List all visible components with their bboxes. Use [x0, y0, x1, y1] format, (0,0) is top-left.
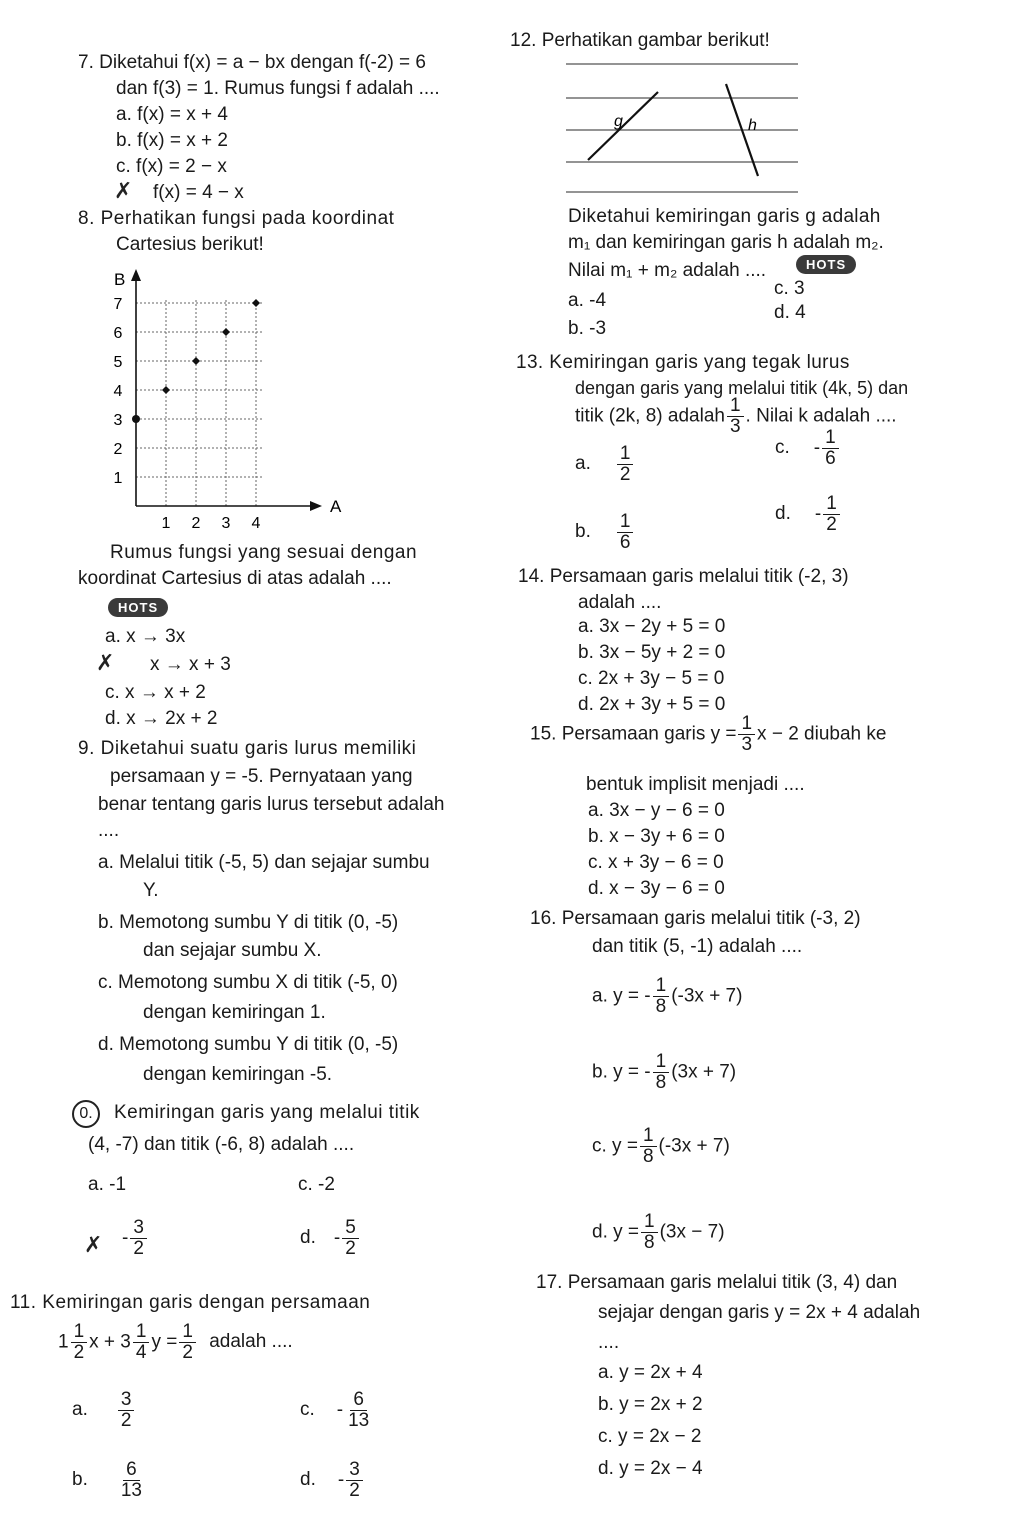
q13-option-a: a. $\frac{1}{2}$	[575, 444, 635, 485]
q11-option-d: d. - $\frac{3}{2}$	[300, 1460, 365, 1501]
x-tick-label: 4	[251, 515, 261, 532]
q12-text-line2: m₁ dan kemiringan garis h adalah m₂.	[568, 232, 884, 253]
q15-option-c: c. x + 3y − 6 = 0	[588, 852, 724, 873]
q8-option-b: x → x + 3	[150, 654, 231, 675]
q11-option-b: b. $\frac{6}{13}$	[72, 1459, 142, 1501]
check-mark-icon: ✗	[114, 178, 133, 203]
q9-option-a-line1: a. Melalui titik (-5, 5) dan sejajar sumbu	[98, 852, 430, 873]
q9-stem-line1: 9. Diketahui suatu garis lurus memiliki	[78, 738, 417, 759]
q13-stem-line1: 13. Kemiringan garis yang tegak lurus	[516, 352, 850, 373]
q12-text-line1: Diketahui kemiringan garis g adalah	[568, 206, 881, 227]
q12-grid-figure	[566, 56, 806, 196]
q8-tail-line1: Rumus fungsi yang sesuai dengan	[110, 542, 418, 563]
q9-stem-line3: benar tentang garis lurus tersebut adalah	[98, 794, 445, 815]
q13-option-c: c. - $\frac{1}{6}$	[775, 428, 841, 469]
q17-stem-line2: sejajar dengan garis y = 2x + 4 adalah	[598, 1302, 921, 1323]
q13-stem-line3: titik (2k, 8) adalah $\frac{1}{3}$ . Nilai k adalah ....	[575, 395, 897, 437]
q17-option-c: c. y = 2x − 2	[598, 1426, 702, 1447]
x-tick-label: 3	[221, 515, 231, 532]
q15-option-a: a. 3x − y − 6 = 0	[588, 800, 725, 821]
q7-option-c: c. f(x) = 2 − x	[116, 156, 227, 177]
q10-option-a: a. -1	[88, 1174, 127, 1195]
q8-tail-line2: koordinat Cartesius di atas adalah ....	[78, 568, 392, 589]
q10-option-d: d. - $\frac{5}{2}$	[300, 1218, 361, 1259]
q12-text-line3: Nilai m₁ + m₂ adalah ....	[568, 260, 767, 281]
data-point	[192, 357, 200, 365]
q17-option-a: a. y = 2x + 4	[598, 1362, 703, 1383]
q11-equation: 1 $\frac{1}{2}$ x + 3 $\frac{1}{4}$ y = $\frac{1}{2}$ adalah ....	[58, 1321, 293, 1363]
line-g	[588, 92, 658, 160]
q14-stem-line1: 14. Persamaan garis melalui titik (-2, 3)	[518, 566, 849, 587]
y-tick-label: 3	[113, 412, 123, 429]
line-g-label: g	[614, 113, 623, 130]
q15-stem-line2: bentuk implisit menjadi ....	[586, 774, 805, 795]
q16-option-c: c. y = $\frac{1}{8}$ (-3x + 7)	[592, 1125, 730, 1167]
q8-stem-line1: 8. Perhatikan fungsi pada koordinat	[78, 208, 395, 229]
q9-stem-line2: persamaan y = -5. Pernyataan yang	[110, 766, 413, 787]
y-axis-label: B	[114, 270, 126, 289]
q15-option-b: b. x − 3y + 6 = 0	[588, 826, 725, 847]
data-point	[162, 386, 170, 394]
q9-option-c-line2: dengan kemiringan 1.	[143, 1002, 326, 1023]
x-tick-label: 2	[191, 515, 201, 532]
q10-number: 0.	[72, 1100, 100, 1128]
q17-stem-line3: ....	[598, 1332, 620, 1353]
q12-option-b: b. -3	[568, 318, 607, 339]
check-mark-icon: ✗	[96, 650, 115, 675]
hots-badge: HOTS	[108, 598, 168, 617]
q10-option-b: - $\frac{3}{2}$	[122, 1218, 149, 1259]
q8-option-d: d. x → 2x + 2	[105, 708, 218, 729]
q16-option-d: d. y = $\frac{1}{8}$ (3x − 7)	[592, 1211, 725, 1253]
q17-option-d: d. y = 2x − 4	[598, 1458, 703, 1479]
q15-stem-line1: 15. Persamaan garis y = $\frac{1}{3}$ x − 2 diubah ke	[530, 713, 887, 755]
q7-stem-line2: dan f(3) = 1. Rumus fungsi f adalah ....	[116, 78, 440, 99]
x-axis-label: A	[330, 497, 342, 516]
q14-option-a: a. 3x − 2y + 5 = 0	[578, 616, 726, 637]
q15-option-d: d. x − 3y − 6 = 0	[588, 878, 725, 899]
line-h-label: h	[748, 117, 757, 134]
data-point	[222, 328, 230, 336]
q14-stem-line2: adalah ....	[578, 592, 662, 613]
q9-option-d-line2: dengan kemiringan -5.	[143, 1064, 333, 1085]
q13-option-d: d. - $\frac{1}{2}$	[775, 494, 842, 535]
q11-stem-line1: 11. Kemiringan garis dengan persamaan	[10, 1292, 371, 1313]
q11-option-a: a. $\frac{3}{2}$	[72, 1390, 136, 1431]
q10-option-c: c. -2	[298, 1174, 335, 1195]
q9-stem-line4: ....	[98, 820, 120, 841]
q12-stem-line1: 12. Perhatikan gambar berikut!	[510, 30, 770, 51]
cartesian-chart	[100, 262, 342, 534]
chart-grid	[136, 299, 262, 506]
q14-option-b: b. 3x − 5y + 2 = 0	[578, 642, 726, 663]
q7-option-b: b. f(x) = x + 2	[116, 130, 228, 151]
data-point	[252, 299, 260, 307]
chart-axes	[114, 269, 342, 516]
q7-stem-line1: 7. Diketahui f(x) = a − bx dengan f(-2) = 6	[78, 52, 426, 73]
q10-stem-line1: Kemiringan garis yang melalui titik	[114, 1102, 420, 1123]
q9-option-d-line1: d. Memotong sumbu Y di titik (0, -5)	[98, 1034, 399, 1055]
q14-option-c: c. 2x + 3y − 5 = 0	[578, 668, 725, 689]
q16-option-b: b. y = - $\frac{1}{8}$ (3x + 7)	[592, 1051, 737, 1093]
y-axis-point	[132, 415, 140, 423]
y-tick-label: 6	[113, 325, 123, 342]
y-tick-label: 2	[113, 441, 123, 458]
q16-stem-line2: dan titik (5, -1) adalah ....	[592, 936, 803, 957]
q8-option-a: a. x → 3x	[105, 626, 186, 647]
q9-option-b-line1: b. Memotong sumbu Y di titik (0, -5)	[98, 912, 399, 933]
hots-badge: HOTS	[796, 255, 856, 274]
y-tick-label: 7	[113, 296, 123, 313]
q8-stem-line2: Cartesius berikut!	[116, 234, 264, 255]
q13-option-b: b. $\frac{1}{6}$	[575, 512, 635, 553]
q9-option-b-line2: dan sejajar sumbu X.	[143, 940, 322, 961]
q17-option-b: b. y = 2x + 2	[598, 1394, 703, 1415]
q12-option-d: d. 4	[774, 302, 806, 323]
q14-option-d: d. 2x + 3y + 5 = 0	[578, 694, 726, 715]
y-tick-label: 1	[113, 470, 123, 487]
q7-option-a: a. f(x) = x + 4	[116, 104, 228, 125]
q12-option-c: c. 3	[774, 278, 805, 299]
check-mark-icon: ✗	[84, 1232, 103, 1257]
q16-stem-line1: 16. Persamaan garis melalui titik (-3, 2)	[530, 908, 861, 929]
x-tick-label: 1	[161, 515, 171, 532]
x-axis-arrow-icon	[310, 501, 322, 511]
q12-option-a: a. -4	[568, 290, 607, 311]
y-tick-label: 5	[113, 354, 123, 371]
q7-option-d: f(x) = 4 − x	[153, 182, 244, 203]
y-axis-arrow-icon	[131, 269, 141, 281]
q13-stem-line2: dengan garis yang melalui titik (4k, 5) dan	[575, 378, 909, 398]
y-tick-label: 4	[113, 383, 123, 400]
q9-option-c-line1: c. Memotong sumbu X di titik (-5, 0)	[98, 972, 398, 993]
q8-option-c: c. x → x + 2	[105, 682, 206, 703]
q16-option-a: a. y = - $\frac{1}{8}$ (-3x + 7)	[592, 975, 743, 1017]
q10-stem-line2: (4, -7) dan titik (-6, 8) adalah ....	[88, 1134, 355, 1155]
q17-stem-line1: 17. Persamaan garis melalui titik (3, 4) dan	[536, 1272, 898, 1293]
q9-option-a-line2: Y.	[143, 880, 159, 901]
q11-option-c: c. - $\frac{6}{13}$	[300, 1389, 370, 1431]
